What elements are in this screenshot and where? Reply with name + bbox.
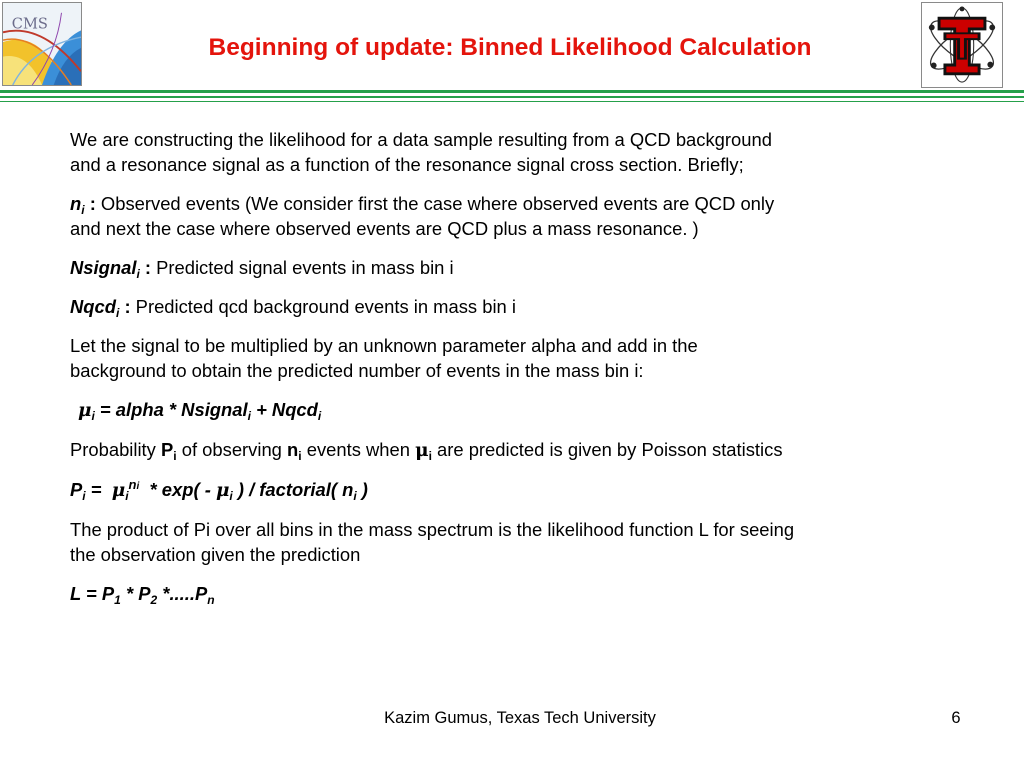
intro-paragraph — [70, 127, 1000, 177]
header-rule-middle — [0, 96, 1024, 98]
ni-definition — [70, 191, 1000, 241]
footer-author: Kazim Gumus, Texas Tech University — [384, 709, 656, 727]
nsignal-definition — [70, 255, 1000, 280]
product-paragraph — [70, 517, 1000, 567]
signal-line-2: background to obtain the predicted number of events in the mass bin i: — [70, 360, 644, 381]
slide-title: Beginning of update: Binned Likelihood Calculation — [208, 34, 812, 61]
mu-symbol: μ — [415, 440, 429, 461]
product-line-1: The product of Pi over all bins in the mass spectrum is the likelihood function L for seeing — [70, 519, 795, 540]
cms-logo-graphic — [3, 3, 81, 85]
nqcd-colon: : — [119, 296, 131, 317]
svg-text:CMS: CMS — [11, 15, 48, 33]
cms-logo — [2, 2, 82, 86]
probability-paragraph: Probability $P_i$ of observing $n_i$ events when $\mu_i$ are predicted is given by Poisson statistics — [70, 439, 783, 463]
intro-line-1: We are constructing the likelihood for a data sample resulting from a QCD background — [70, 129, 772, 150]
mu-symbol: μ — [111, 480, 126, 501]
double-t-logo-graphic — [922, 3, 1002, 87]
ni-colon: : — [84, 193, 96, 214]
ni-description-1: Observed events (We consider first the case where observed events are QCD only — [95, 193, 775, 214]
nsignal-symbol: Nsignal$_i$ — [70, 257, 140, 281]
mu-symbol: μ — [215, 480, 230, 501]
signal-line-1: Let the signal to be multiplied by an unknown parameter alpha and add in the — [70, 335, 698, 356]
signal-paragraph — [70, 333, 1000, 383]
header-rule-bottom — [0, 101, 1024, 102]
nqcd-description: Predicted qcd background events in mass bin i — [130, 296, 516, 317]
intro-line-2: and a resonance signal as a function of the resonance signal cross section. Briefly; — [70, 154, 744, 175]
nqcd-symbol: Nqcd$_i$ — [70, 296, 120, 320]
slide-body — [70, 127, 1000, 620]
mu-symbol: μ — [78, 400, 92, 421]
page-number: 6 — [951, 709, 961, 727]
likelihood-equation: $L = P_1 * P_2$ $*.....P_n$ — [70, 583, 215, 607]
texas-tech-logo — [921, 2, 1003, 88]
header-rule-top — [0, 90, 1024, 93]
mu-equation: $\mu_i$ = alpha * Nsignal$_i$ + Nqcd$_i$ — [78, 399, 322, 423]
nsignal-description: Predicted signal events in mass bin i — [151, 257, 454, 278]
ni-symbol: $n_i$ — [70, 193, 85, 217]
nqcd-definition — [70, 294, 1000, 319]
ni-description-2: and next the case where observed events are QCD plus a mass resonance. ) — [70, 218, 699, 239]
nsignal-colon: : — [139, 257, 152, 278]
poisson-equation: $P_i = \mu_i^{ni} * \exp( - \mu_i$ ) / factorial( $n_i$ ) — [70, 477, 368, 503]
product-line-2: the observation given the prediction — [70, 544, 361, 565]
